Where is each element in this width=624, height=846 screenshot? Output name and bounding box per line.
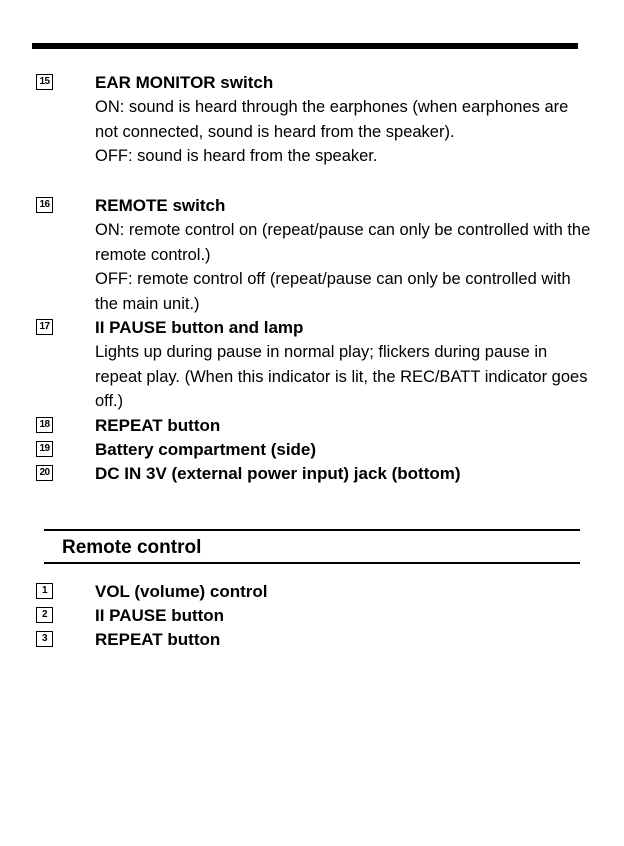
entry-body [95, 316, 595, 414]
entry-body [95, 71, 595, 169]
entry-body [95, 462, 595, 486]
section-rule-bottom [44, 562, 580, 564]
section-title: Remote control [62, 537, 202, 558]
entry-title: II PAUSE button and lamp [95, 318, 304, 337]
item-number-badge: 18 [36, 417, 53, 433]
entry-description: OFF: sound is heard from the speaker. [95, 147, 378, 165]
entry-description: OFF: remote control off (repeat/pause can only be controlled with the main unit.) [95, 270, 571, 313]
entry-title: II PAUSE button [95, 606, 225, 625]
entry-body [95, 414, 595, 438]
entry-body [95, 194, 595, 316]
item-number-badge: 2 [36, 607, 53, 623]
item-number-badge: 1 [36, 583, 53, 599]
entry-body [95, 438, 595, 462]
entry-title: EAR MONITOR switch [95, 73, 274, 92]
entry-body [95, 628, 595, 652]
section-rule-top [44, 529, 580, 531]
item-number-badge: 3 [36, 631, 53, 647]
item-number-badge: 17 [36, 319, 53, 335]
item-number-badge: 16 [36, 197, 53, 213]
entry-title: REMOTE switch [95, 196, 226, 215]
entry-title: DC IN 3V (external power input) jack (bottom) [95, 464, 461, 483]
entry-description: ON: sound is heard through the earphones (when earphones are not connected, sound is heard from the speaker). [95, 98, 569, 141]
entry-title: Battery compartment (side) [95, 440, 317, 459]
item-number-badge: 15 [36, 74, 53, 90]
item-number-badge: 20 [36, 465, 53, 481]
entry-body [95, 580, 595, 604]
entry-title: REPEAT button [95, 416, 221, 435]
entry-description: Lights up during pause in normal play; flickers during pause in repeat play. (When this indicator is lit, the REC/BATT indicator goes off.) [95, 343, 588, 410]
entry-description: ON: remote control on (repeat/pause can only be controlled with the remote control.) [95, 221, 591, 264]
top-rule [32, 43, 578, 49]
entry-title: VOL (volume) control [95, 582, 268, 601]
entry-title: REPEAT button [95, 630, 221, 649]
entry-body [95, 604, 595, 628]
item-number-badge: 19 [36, 441, 53, 457]
